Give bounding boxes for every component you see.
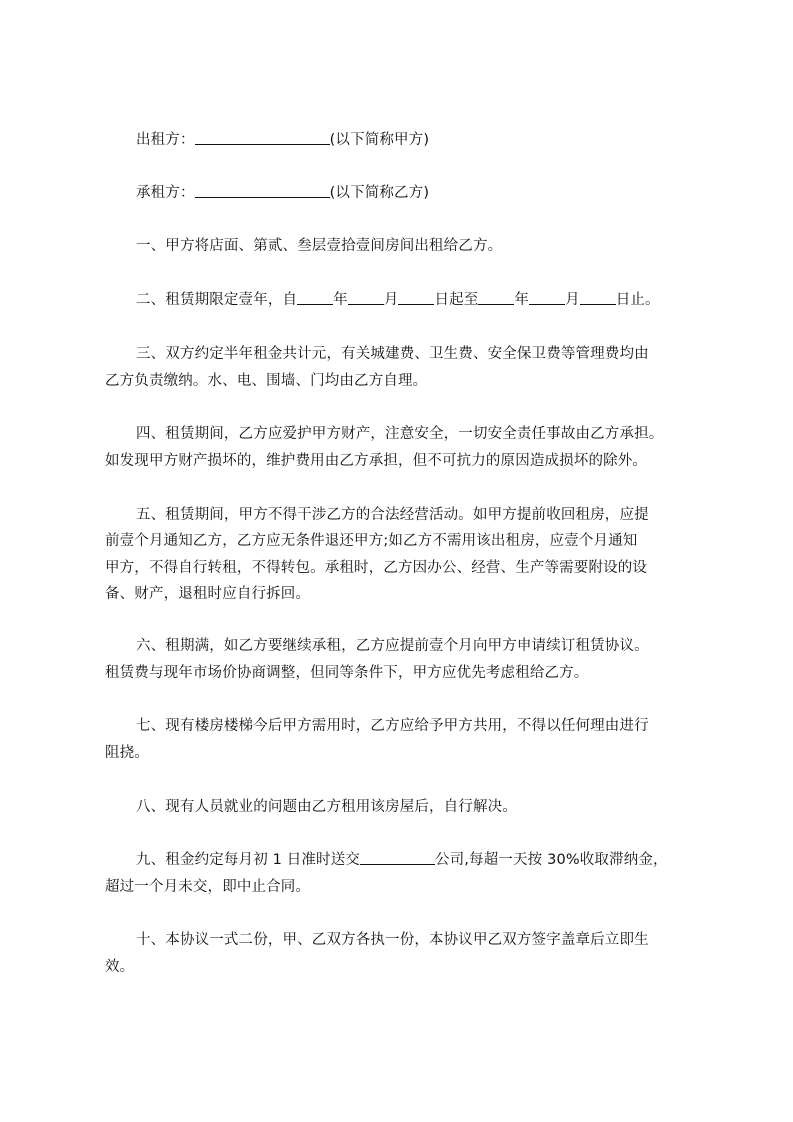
lessor-label: 出租方： [136, 132, 195, 148]
clause-6-line-1: 六、租期满，如乙方要继续承租，乙方应提前壹个月向甲方申请续订租赁协议。 [136, 638, 649, 654]
clause-9-line-2: 超过一个月未交，即中止合同。 [105, 879, 311, 895]
clause-7-line-2: 阻挠。 [105, 745, 149, 761]
clause-5-line-1: 五、租赁期间，甲方不得干涉乙方的合法经营活动。如甲方提前收回租房，应提 [136, 507, 649, 523]
clause-7-line-1: 七、现有楼房楼梯今后甲方需用时，乙方应给予甲方共用，不得以任何理由进行 [136, 718, 649, 734]
clause-6-line-2: 租赁费与现年市场价协商调整，但同等条件下，甲方应优先考虑租给乙方。 [105, 665, 589, 681]
clause-9-line-1 [136, 850, 736, 870]
lessor-line [136, 130, 736, 150]
clause-5-line-3: 甲方，不得自行转租，不得转包。承租时，乙方因办公、经营、生产等需要附设的设 [105, 560, 648, 576]
end-day-blank [580, 290, 616, 305]
clause-5-line-4: 备、财产，退租时应自行拆回。 [105, 586, 311, 602]
lessee-suffix: (以下简称乙方) [329, 185, 430, 201]
clause-4-line-1: 四、租赁期间，乙方应爱护甲方财产，注意安全，一切安全责任事故由乙方承担。 [136, 426, 664, 442]
clause-5-line-2: 前壹个月通知乙方，乙方应无条件退还甲方;如乙方不需用该出租房，应壹个月通知 [105, 533, 638, 549]
clause-8-line-1: 八、现有人员就业的问题由乙方租用该房屋后，自行解决。 [136, 799, 517, 815]
clause-10-line-1: 十、本协议一式二份，甲、乙双方各执一份，本协议甲乙双方签字盖章后立即生 [136, 932, 649, 948]
clause-1-line-1: 一、甲方将店面、第贰、叁层壹拾壹间房间出租给乙方。 [136, 238, 503, 254]
start-day-blank [398, 290, 434, 305]
clause-9-part-1: 九、租金约定每月初 1 日准时送交 [136, 852, 360, 868]
lessee-label: 承租方： [136, 185, 195, 201]
clause-2-part-6: 月 [565, 292, 580, 308]
lessee-name-blank [195, 183, 330, 198]
lessor-suffix: (以下简称甲方) [329, 132, 430, 148]
clause-2-line-1 [136, 290, 736, 310]
clause-2-part-5: 年 [514, 292, 530, 308]
clause-2-part-2: 年 [333, 292, 348, 308]
clause-3-line-2: 乙方负责缴纳。水、电、围墙、门均由乙方自理。 [105, 373, 428, 389]
lessor-name-blank [195, 130, 330, 145]
clause-10-line-2: 效。 [105, 959, 135, 975]
company-name-blank [360, 850, 435, 865]
start-month-blank [348, 290, 384, 305]
clause-3-line-1: 三、双方约定半年租金共计元，有关城建费、卫生费、安全保卫费等管理费均由 [136, 346, 649, 362]
clause-4-line-2: 如发现甲方财产损坏的，维护费用由乙方承担，但不可抗力的原因造成损坏的除外。 [105, 453, 648, 469]
end-year-blank [478, 290, 514, 305]
clause-2-part-1: 二、租赁期限定壹年，自 [136, 292, 298, 308]
end-month-blank [529, 290, 565, 305]
clause-9-part-2: 公司,每超一天按 30%收取滞纳金， [435, 852, 668, 868]
clause-2-part-3: 月 [383, 292, 399, 308]
start-year-blank [297, 290, 333, 305]
clause-2-part-4: 日起至 [434, 292, 479, 308]
lessee-line [136, 183, 736, 203]
clause-2-part-7: 日止。 [615, 292, 660, 308]
